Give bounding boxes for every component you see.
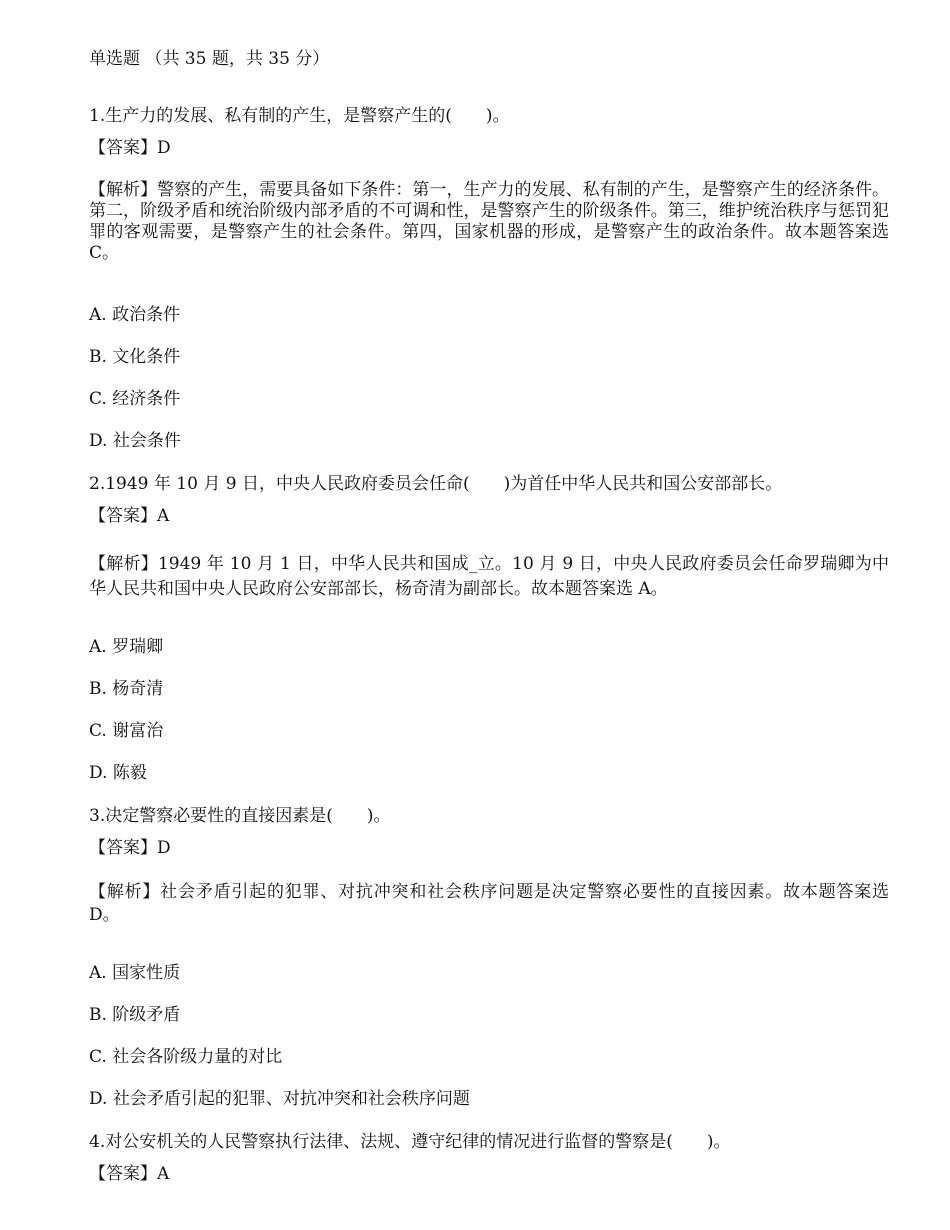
question-1-answer: 【答案】D: [89, 138, 171, 158]
question-2-option-b: B. 杨奇清: [89, 679, 164, 699]
question-2-option-c: C. 谢富治: [89, 721, 164, 741]
question-3-option-a: A. 国家性质: [89, 963, 181, 983]
question-2-option-d: D. 陈毅: [89, 763, 147, 783]
question-1-text: 1.生产力的发展、私有制的产生，是警察产生的( )。: [89, 106, 510, 126]
question-1-option-a: A. 政治条件: [89, 305, 181, 325]
question-1-option-b: B. 文化条件: [89, 347, 181, 367]
question-3-option-b: B. 阶级矛盾: [89, 1005, 181, 1025]
question-3-text: 3.决定警察必要性的直接因素是( )。: [89, 806, 391, 826]
question-1-analysis: 【解析】警察的产生，需要具备如下条件：第一，生产力的发展、私有制的产生，是警察产生的经济条件。第二，阶级矛盾和统治阶级内部矛盾的不可调和性，是警察产生的阶级条件。第三，维护统治秩序与惩罚犯罪的客观需要，是警察产生的社会条件。第四，国家机器的形成，是警察产生的政治条件。故本题答案选 C。: [89, 180, 889, 263]
question-2-option-a: A. 罗瑞卿: [89, 637, 164, 657]
question-2-text: 2.1949 年 10 月 9 日，中央人民政府委员会任命( )为首任中华人民共和国公安部部长。: [89, 474, 783, 494]
question-1-option-c: C. 经济条件: [89, 389, 181, 409]
question-2-analysis: 【解析】1949 年 10 月 1 日，中华人民共和国成_立。10 月 9 日，中央人民政府委员会任命罗瑞卿为中华人民共和国中央人民政府公安部部长，杨奇清为副部长。故本题答案选 A。: [89, 554, 889, 599]
question-3-analysis: 【解析】社会矛盾引起的犯罪、对抗冲突和社会秩序问题是决定警察必要性的直接因素。故本题答案选 D。: [89, 882, 889, 925]
question-4-answer: 【答案】A: [89, 1164, 170, 1184]
question-1-option-d: D. 社会条件: [89, 431, 181, 451]
question-3-option-d: D. 社会矛盾引起的犯罪、对抗冲突和社会秩序问题: [89, 1089, 470, 1109]
question-4-text: 4.对公安机关的人民警察执行法律、法规、遵守纪律的情况进行监督的警察是( )。: [89, 1132, 731, 1152]
question-3-answer: 【答案】D: [89, 838, 171, 858]
section-title: 单选题 （共 35 题，共 35 分）: [89, 49, 330, 69]
question-3-option-c: C. 社会各阶级力量的对比: [89, 1047, 283, 1067]
question-2-answer: 【答案】A: [89, 506, 170, 526]
